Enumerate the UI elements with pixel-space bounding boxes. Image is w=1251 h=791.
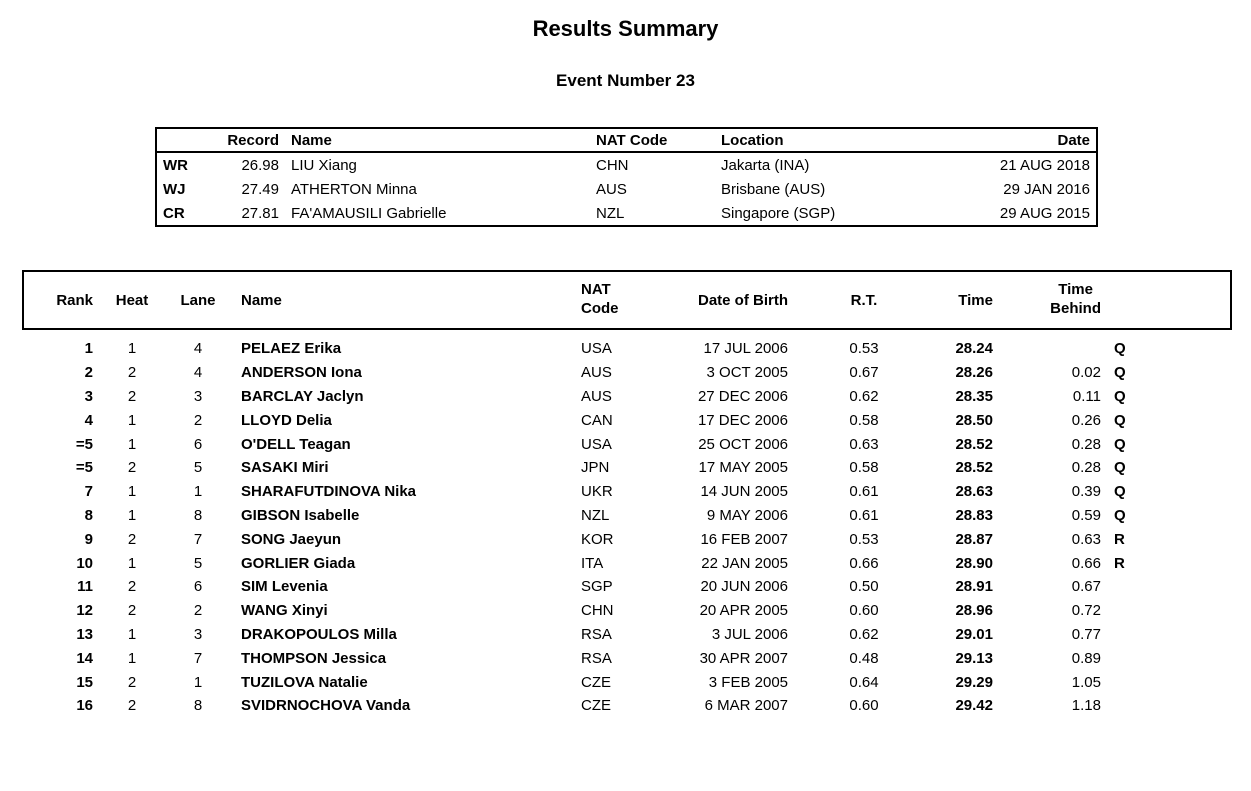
name-cell: TUZILOVA Natalie — [241, 673, 368, 691]
results-header-heat: Heat — [93, 271, 171, 329]
time-cell: 28.96 — [955, 602, 993, 620]
rank-cell: 3 — [84, 387, 93, 405]
qual-cell: Q — [1114, 387, 1126, 405]
records-header-row — [156, 128, 1097, 152]
table-row — [23, 575, 1231, 599]
behind-cell: 0.72 — [1071, 602, 1101, 620]
table-row — [23, 670, 1231, 694]
table-row — [23, 329, 1231, 361]
heat-cell: 2 — [127, 459, 137, 477]
records-header-type — [156, 128, 212, 152]
time-cell: 28.24 — [955, 340, 993, 358]
qual-cell: R — [1114, 530, 1125, 548]
record-row — [156, 201, 1097, 226]
time-cell: 28.26 — [955, 364, 993, 382]
rt-cell: 0.53 — [849, 530, 879, 548]
rank-cell: 8 — [84, 506, 93, 524]
record-type-cell: WJ — [163, 180, 186, 198]
records-header-location: Location — [712, 128, 926, 152]
nat-cell: CZE — [581, 697, 611, 715]
page-title: Results Summary — [532, 16, 719, 41]
table-row — [23, 694, 1231, 718]
lane-cell: 4 — [193, 340, 203, 358]
qual-cell — [1104, 646, 1231, 670]
heat-cell: 2 — [127, 673, 137, 691]
name-cell: SASAKI Miri — [241, 459, 329, 477]
name-cell: THOMPSON Jessica — [241, 649, 387, 667]
rank-cell: 4 — [84, 411, 93, 429]
time-cell: 28.83 — [955, 506, 993, 524]
qual-cell: R — [1114, 554, 1125, 572]
lane-cell: 2 — [193, 602, 203, 620]
records-table — [155, 127, 1098, 227]
qual-cell: Q — [1114, 411, 1126, 429]
nat-cell: NZL — [581, 506, 610, 524]
table-row — [23, 456, 1231, 480]
lane-cell: 1 — [193, 673, 203, 691]
qual-cell: Q — [1114, 435, 1126, 453]
rank-cell: 9 — [84, 530, 93, 548]
behind-cell: 0.89 — [1071, 649, 1101, 667]
lane-cell: 2 — [193, 411, 203, 429]
name-cell: BARCLAY Jaclyn — [241, 387, 364, 405]
behind-cell: 0.59 — [1071, 506, 1101, 524]
name-cell: SIM Levenia — [241, 578, 328, 596]
rt-cell: 0.60 — [849, 602, 879, 620]
behind-cell: 0.67 — [1071, 578, 1101, 596]
rt-cell: 0.61 — [849, 506, 879, 524]
qual-cell — [1104, 575, 1231, 599]
dob-cell: 17 JUL 2006 — [703, 340, 788, 358]
time-cell: 29.29 — [955, 673, 993, 691]
heat-cell: 1 — [127, 506, 137, 524]
rank-cell: 2 — [84, 364, 93, 382]
dob-cell: 20 JUN 2006 — [700, 578, 788, 596]
rank-cell: 11 — [77, 578, 93, 596]
behind-cell: 0.28 — [1071, 459, 1101, 477]
rt-cell: 0.61 — [849, 483, 879, 501]
behind-cell: 0.66 — [1071, 554, 1101, 572]
lane-cell: 7 — [193, 649, 203, 667]
nat-cell: USA — [581, 340, 612, 358]
nat-cell: RSA — [581, 649, 612, 667]
record-date-cell: 29 AUG 2015 — [999, 204, 1090, 222]
table-row — [23, 480, 1231, 504]
results-table — [22, 270, 1232, 718]
qual-cell: Q — [1114, 364, 1126, 382]
lane-cell: 4 — [193, 364, 203, 382]
record-location-cell: Jakarta (INA) — [721, 156, 810, 174]
record-time-cell: 27.49 — [241, 180, 279, 198]
results-header-time-behind: Time Behind — [996, 271, 1104, 329]
qual-cell: Q — [1114, 340, 1126, 358]
lane-cell: 5 — [193, 554, 203, 572]
time-cell: 28.52 — [955, 435, 993, 453]
table-row — [23, 551, 1231, 575]
nat-cell: CAN — [581, 411, 613, 429]
heat-cell: 1 — [127, 554, 137, 572]
rt-cell: 0.58 — [849, 411, 879, 429]
time-cell: 29.42 — [955, 697, 993, 715]
behind-cell: 1.05 — [1071, 673, 1101, 691]
lane-cell: 6 — [193, 578, 203, 596]
lane-cell: 6 — [193, 435, 203, 453]
rank-cell: 16 — [76, 697, 93, 715]
rank-cell: 12 — [76, 602, 93, 620]
heat-cell: 1 — [127, 625, 137, 643]
name-cell: SONG Jaeyun — [241, 530, 342, 548]
name-cell: O'DELL Teagan — [241, 435, 351, 453]
nat-cell: USA — [581, 435, 612, 453]
name-cell: GIBSON Isabelle — [241, 506, 360, 524]
dob-cell: 17 MAY 2005 — [698, 459, 788, 477]
heat-cell: 1 — [127, 340, 137, 358]
time-cell: 28.50 — [955, 411, 993, 429]
heat-cell: 1 — [127, 649, 137, 667]
dob-cell: 9 MAY 2006 — [706, 506, 788, 524]
rank-cell: 13 — [76, 625, 93, 643]
table-row — [23, 646, 1231, 670]
nat-cell: AUS — [581, 364, 612, 382]
results-header-name: Name — [225, 271, 573, 329]
record-type-cell: CR — [163, 204, 185, 222]
name-cell: DRAKOPOULOS Milla — [241, 625, 397, 643]
record-type-cell: WR — [163, 156, 188, 174]
time-cell: 28.91 — [955, 578, 993, 596]
results-header-rt: R.T. — [794, 271, 934, 329]
rank-cell: 10 — [76, 554, 93, 572]
qual-cell — [1104, 670, 1231, 694]
dob-cell: 3 OCT 2005 — [706, 364, 788, 382]
rt-cell: 0.60 — [849, 697, 879, 715]
qual-cell — [1104, 623, 1231, 647]
time-cell: 29.01 — [955, 625, 993, 643]
records-header-name: Name — [282, 128, 587, 152]
table-row — [23, 504, 1231, 528]
qual-cell: Q — [1114, 483, 1126, 501]
heat-cell: 2 — [127, 697, 137, 715]
record-nat-cell: NZL — [596, 204, 625, 222]
rank-cell: =5 — [75, 435, 93, 453]
records-header-nat: NAT Code — [587, 128, 712, 152]
rt-cell: 0.62 — [849, 625, 879, 643]
record-row — [156, 177, 1097, 201]
table-row — [23, 623, 1231, 647]
name-cell: GORLIER Giada — [241, 554, 356, 572]
heat-cell: 2 — [127, 530, 137, 548]
results-header-row — [23, 271, 1231, 329]
qual-cell — [1104, 599, 1231, 623]
time-cell: 28.90 — [955, 554, 993, 572]
dob-cell: 17 DEC 2006 — [697, 411, 788, 429]
time-cell: 29.13 — [955, 649, 993, 667]
behind-cell: 0.39 — [1071, 483, 1101, 501]
table-row — [23, 432, 1231, 456]
qual-cell: Q — [1114, 459, 1126, 477]
name-cell: PELAEZ Erika — [241, 340, 342, 358]
rt-cell: 0.64 — [849, 673, 879, 691]
heat-cell: 2 — [127, 387, 137, 405]
record-date-cell: 21 AUG 2018 — [999, 156, 1090, 174]
nat-cell: SGP — [581, 578, 613, 596]
nat-cell: AUS — [581, 387, 612, 405]
lane-cell: 5 — [193, 459, 203, 477]
qual-cell — [1104, 694, 1231, 718]
rank-cell: =5 — [75, 459, 93, 477]
name-cell: SHARAFUTDINOVA Nika — [241, 483, 417, 501]
heat-cell: 1 — [127, 483, 137, 501]
dob-cell: 20 APR 2005 — [699, 602, 788, 620]
dob-cell: 14 JUN 2005 — [700, 483, 788, 501]
rt-cell: 0.48 — [849, 649, 879, 667]
record-time-cell: 27.81 — [241, 204, 279, 222]
rank-cell: 1 — [84, 340, 93, 358]
rt-cell: 0.50 — [849, 578, 879, 596]
dob-cell: 27 DEC 2006 — [697, 387, 788, 405]
dob-cell: 3 FEB 2005 — [708, 673, 788, 691]
time-cell: 28.87 — [955, 530, 993, 548]
rank-cell: 15 — [76, 673, 93, 691]
lane-cell: 8 — [193, 697, 203, 715]
behind-cell: 0.28 — [1071, 435, 1101, 453]
lane-cell: 1 — [193, 483, 203, 501]
record-row — [156, 152, 1097, 177]
results-header-lane: Lane — [171, 271, 225, 329]
event-subtitle: Event Number 23 — [556, 71, 695, 90]
rank-cell: 14 — [76, 649, 93, 667]
record-time-cell: 26.98 — [241, 156, 279, 174]
record-name-cell: FA'AMAUSILI Gabrielle — [291, 204, 447, 222]
nat-cell: CZE — [581, 673, 611, 691]
results-header-nat-code: NAT Code — [573, 271, 681, 329]
nat-cell: JPN — [581, 459, 610, 477]
lane-cell: 7 — [193, 530, 203, 548]
rt-cell: 0.62 — [849, 387, 879, 405]
name-cell: SVIDRNOCHOVA Vanda — [241, 697, 411, 715]
record-nat-cell: CHN — [596, 156, 629, 174]
time-cell: 28.63 — [955, 483, 993, 501]
time-cell: 28.35 — [955, 387, 993, 405]
table-row — [23, 408, 1231, 432]
nat-cell: ITA — [581, 554, 604, 572]
record-location-cell: Singapore (SGP) — [721, 204, 836, 222]
rt-cell: 0.58 — [849, 459, 879, 477]
record-name-cell: ATHERTON Minna — [291, 180, 417, 198]
behind-cell: 1.18 — [1071, 697, 1101, 715]
records-header-record: Record — [212, 128, 282, 152]
record-location-cell: Brisbane (AUS) — [721, 180, 826, 198]
nat-cell: RSA — [581, 625, 612, 643]
behind-cell: 0.26 — [1071, 411, 1101, 429]
table-row — [23, 599, 1231, 623]
heat-cell: 2 — [127, 364, 137, 382]
rt-cell: 0.63 — [849, 435, 879, 453]
results-header-time: Time — [934, 271, 996, 329]
table-row — [23, 527, 1231, 551]
lane-cell: 3 — [193, 387, 203, 405]
results-header-qual — [1104, 271, 1231, 329]
dob-cell: 25 OCT 2006 — [698, 435, 788, 453]
dob-cell: 30 APR 2007 — [699, 649, 788, 667]
nat-cell: UKR — [581, 483, 613, 501]
dob-cell: 3 JUL 2006 — [711, 625, 788, 643]
results-header-dob: Date of Birth — [681, 271, 794, 329]
heat-cell: 2 — [127, 602, 137, 620]
time-cell: 28.52 — [955, 459, 993, 477]
rank-cell: 7 — [84, 483, 93, 501]
behind-cell: 0.63 — [1071, 530, 1101, 548]
rt-cell: 0.66 — [849, 554, 879, 572]
behind-cell: 0.11 — [1072, 387, 1101, 405]
rt-cell: 0.53 — [849, 340, 879, 358]
record-name-cell: LIU Xiang — [291, 156, 357, 174]
behind-cell — [996, 329, 1104, 361]
behind-cell: 0.02 — [1071, 364, 1101, 382]
lane-cell: 8 — [193, 506, 203, 524]
heat-cell: 2 — [127, 578, 137, 596]
dob-cell: 22 JAN 2005 — [701, 554, 788, 572]
record-date-cell: 29 JAN 2016 — [1003, 180, 1090, 198]
table-row — [23, 385, 1231, 409]
name-cell: ANDERSON Iona — [241, 364, 362, 382]
name-cell: WANG Xinyi — [241, 602, 328, 620]
table-row — [23, 361, 1231, 385]
qual-cell: Q — [1114, 506, 1126, 524]
heat-cell: 1 — [127, 411, 137, 429]
lane-cell: 3 — [193, 625, 203, 643]
rt-cell: 0.67 — [849, 364, 879, 382]
nat-cell: CHN — [581, 602, 614, 620]
dob-cell: 16 FEB 2007 — [700, 530, 788, 548]
dob-cell: 6 MAR 2007 — [704, 697, 788, 715]
name-cell: LLOYD Delia — [241, 411, 332, 429]
results-header-rank: Rank — [23, 271, 93, 329]
record-nat-cell: AUS — [596, 180, 627, 198]
nat-cell: KOR — [581, 530, 614, 548]
behind-cell: 0.77 — [1071, 625, 1101, 643]
heat-cell: 1 — [127, 435, 137, 453]
records-header-date: Date — [926, 128, 1097, 152]
